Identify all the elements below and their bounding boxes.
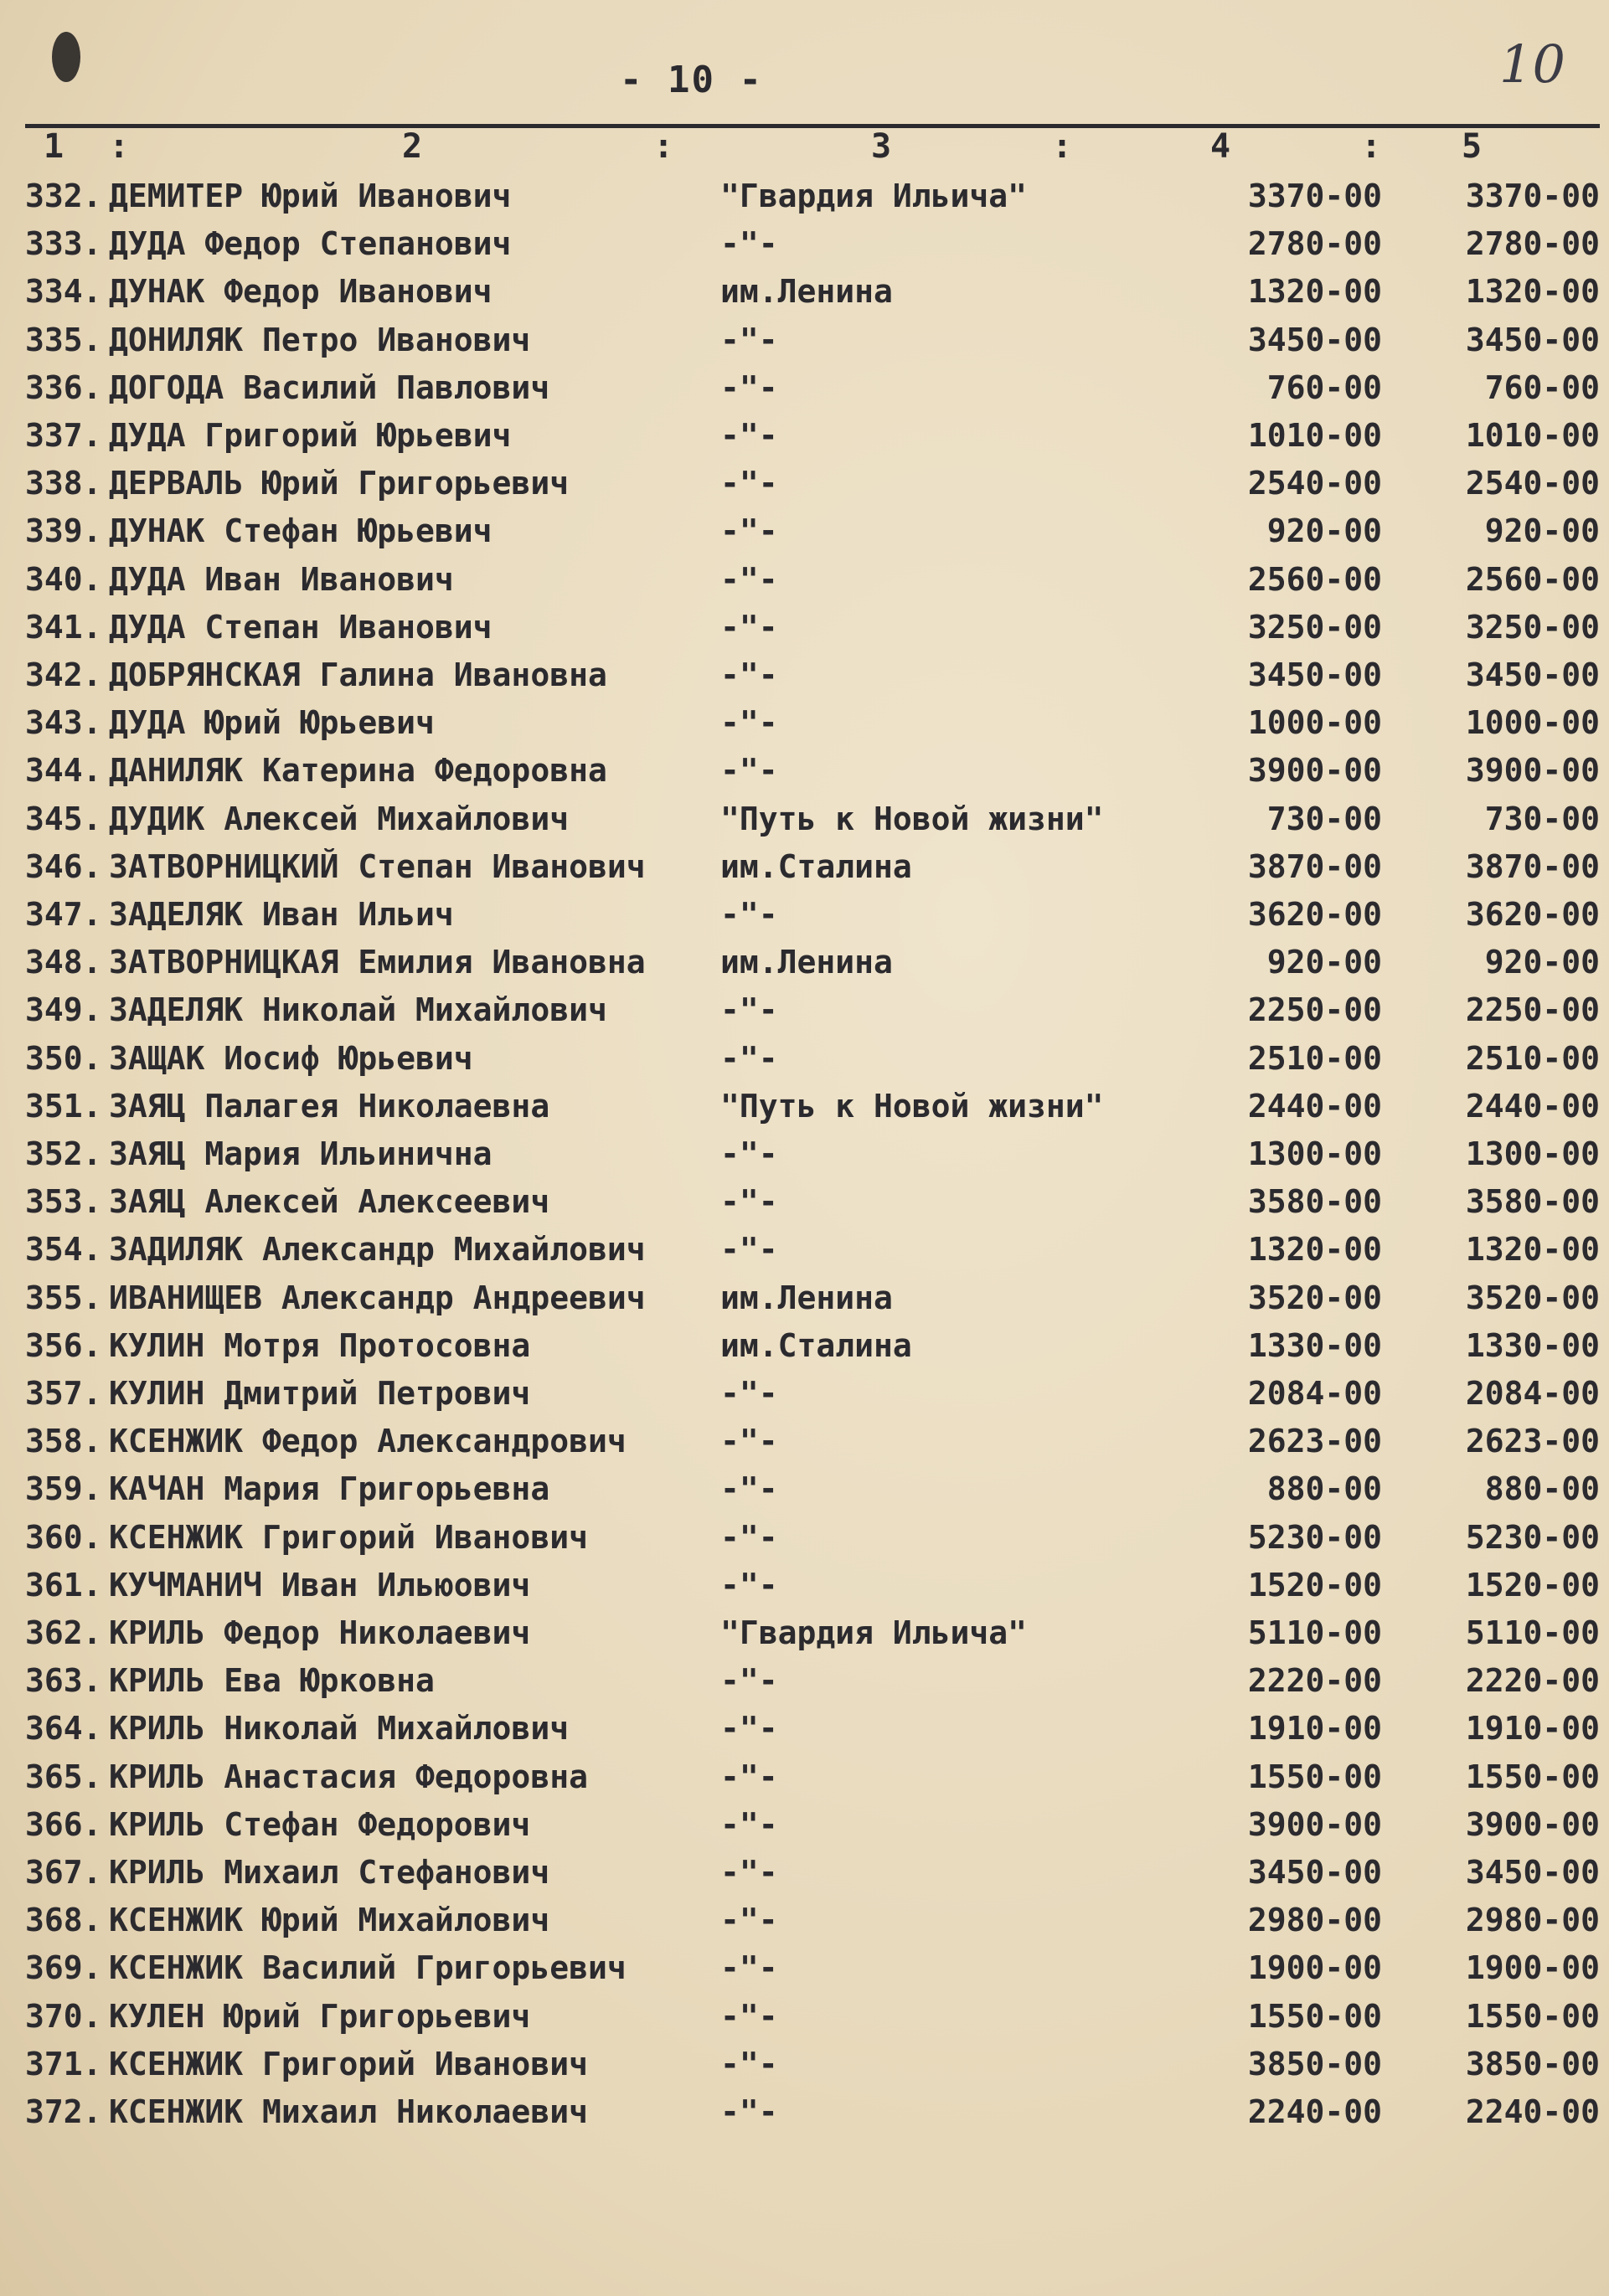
person-name: КСЕНЖИК Федор Александрович <box>109 1423 627 1460</box>
person-name: КРИЛЬ Анастасия Федоровна <box>109 1758 588 1795</box>
table-row <box>25 2045 1600 2093</box>
amount-col5: 3450-00 <box>1465 321 1600 358</box>
entry-number: 353. <box>25 1183 102 1221</box>
amount-col4: 2780-00 <box>1247 225 1382 263</box>
collective-farm: "Гвардия Ильича" <box>720 178 1028 214</box>
amount-col5: 1000-00 <box>1465 704 1600 742</box>
person-name: КУЧМАНИЧ Иван Ильюович <box>109 1566 531 1604</box>
collective-farm: им.Ленина <box>720 1279 893 1316</box>
amount-col4: 5230-00 <box>1247 1518 1382 1556</box>
amount-col5: 3520-00 <box>1465 1279 1600 1316</box>
table-row <box>25 560 1600 608</box>
amount-col5: 880-00 <box>1484 1470 1600 1508</box>
collective-farm: -"- <box>720 1423 778 1460</box>
collective-farm: -"- <box>720 704 778 742</box>
table-row <box>25 1902 1600 1949</box>
person-name: КРИЛЬ Ева Юрковна <box>109 1662 435 1700</box>
person-name: КУЛИН Мотря Протосовна <box>109 1326 531 1364</box>
collective-farm: "Путь к Новой жизни" <box>720 800 1104 837</box>
amount-col5: 1300-00 <box>1465 1135 1600 1172</box>
person-name: КРИЛЬ Стефан Федорович <box>109 1805 531 1843</box>
entry-number: 361. <box>25 1566 102 1604</box>
collective-farm: "Путь к Новой жизни" <box>720 1087 1104 1125</box>
handwritten-page-number: 10 <box>1499 33 1565 95</box>
column-header-4: 4 <box>1210 127 1231 166</box>
entry-number: 349. <box>25 991 102 1029</box>
person-name: ЗАЯЦ Палагея Николаевна <box>109 1087 550 1125</box>
amount-col5: 3450-00 <box>1465 1854 1600 1891</box>
table-row <box>25 1566 1600 1614</box>
collective-farm: -"- <box>720 321 778 358</box>
column-header-2: 2 <box>402 127 423 166</box>
amount-col4: 3870-00 <box>1247 847 1382 885</box>
table-row <box>25 1279 1600 1326</box>
entry-number: 341. <box>25 608 102 646</box>
amount-col4: 1300-00 <box>1247 1135 1382 1172</box>
table-row <box>25 1135 1600 1182</box>
amount-col5: 3870-00 <box>1465 847 1600 885</box>
person-name: ДУДА Федор Степанович <box>109 225 512 263</box>
table-row <box>25 1087 1600 1135</box>
amount-col4: 3850-00 <box>1247 2045 1382 2082</box>
collective-farm: -"- <box>720 1758 778 1795</box>
table-row <box>25 704 1600 751</box>
collective-farm: -"- <box>720 608 778 646</box>
person-name: ЗАДЕЛЯК Иван Ильич <box>109 896 454 933</box>
table-row <box>25 178 1600 224</box>
person-name: ЗАЯЦ Мария Ильинична <box>109 1135 492 1172</box>
entry-number: 354. <box>25 1231 102 1269</box>
entry-number: 339. <box>25 512 102 550</box>
person-name: ЗАТВОРНИЦКАЯ Емилия Ивановна <box>109 944 646 981</box>
amount-col4: 1520-00 <box>1247 1566 1382 1604</box>
person-name: ДАНИЛЯК Катерина Федоровна <box>109 752 607 790</box>
collective-farm: -"- <box>720 225 778 263</box>
entry-number: 357. <box>25 1375 102 1412</box>
table-row <box>25 991 1600 1038</box>
amount-col5: 2623-00 <box>1465 1423 1600 1460</box>
person-name: ЗАДЕЛЯК Николай Михайлович <box>109 991 607 1029</box>
amount-col4: 3620-00 <box>1247 896 1382 933</box>
amount-col4: 1910-00 <box>1247 1710 1382 1748</box>
person-name: КСЕНЖИК Юрий Михайлович <box>109 1902 550 1939</box>
entry-number: 363. <box>25 1662 102 1700</box>
table-row <box>25 1805 1600 1853</box>
table-row <box>25 896 1600 943</box>
person-name: ДУДА Степан Иванович <box>109 608 492 646</box>
table-row <box>25 1470 1600 1517</box>
collective-farm: -"- <box>720 1231 778 1269</box>
entry-number: 370. <box>25 1997 102 2035</box>
amount-col5: 2560-00 <box>1465 560 1600 598</box>
collective-farm: -"- <box>720 1518 778 1556</box>
amount-col4: 2623-00 <box>1247 1423 1382 1460</box>
table-row <box>25 1039 1600 1087</box>
amount-col5: 1910-00 <box>1465 1710 1600 1748</box>
amount-col5: 1550-00 <box>1465 1758 1600 1795</box>
entry-number: 362. <box>25 1614 102 1651</box>
entry-number: 356. <box>25 1326 102 1364</box>
table-row <box>25 1326 1600 1374</box>
person-name: ДОНИЛЯК Петро Иванович <box>109 321 531 358</box>
amount-col4: 3450-00 <box>1247 321 1382 358</box>
amount-col4: 2084-00 <box>1247 1375 1382 1412</box>
entry-number: 369. <box>25 1949 102 1987</box>
person-name: КСЕНЖИК Михаил Николаевич <box>109 2093 588 2130</box>
amount-col4: 3580-00 <box>1247 1183 1382 1221</box>
amount-col4: 5110-00 <box>1247 1614 1382 1651</box>
collective-farm: -"- <box>720 1662 778 1700</box>
entry-number: 367. <box>25 1854 102 1891</box>
amount-col4: 1550-00 <box>1247 1997 1382 2035</box>
table-row <box>25 417 1600 464</box>
collective-farm: -"- <box>720 1183 778 1221</box>
entry-number: 340. <box>25 560 102 598</box>
table-row <box>25 1854 1600 1901</box>
person-name: ДУНАК Федор Иванович <box>109 273 492 311</box>
table-row <box>25 1375 1600 1422</box>
amount-col4: 1000-00 <box>1247 704 1382 742</box>
table-row <box>25 1662 1600 1709</box>
entry-number: 355. <box>25 1279 102 1316</box>
collective-farm: -"- <box>720 896 778 933</box>
person-name: ИВАНИЩЕВ Александр Андреевич <box>109 1279 646 1316</box>
collective-farm: -"- <box>720 1949 778 1987</box>
table-row <box>25 321 1600 368</box>
amount-col5: 2510-00 <box>1465 1039 1600 1077</box>
table-row <box>25 1710 1600 1757</box>
amount-col5: 3370-00 <box>1465 178 1600 214</box>
person-name: ЗАТВОРНИЦКИЙ Степан Иванович <box>109 847 646 885</box>
entry-number: 336. <box>25 368 102 406</box>
amount-col5: 3900-00 <box>1465 1805 1600 1843</box>
page-number: - 10 - <box>620 59 763 101</box>
collective-farm: -"- <box>720 512 778 550</box>
person-name: ДУДИК Алексей Михайлович <box>109 800 570 837</box>
person-name: ДЕМИТЕР Юрий Иванович <box>109 178 512 214</box>
amount-col5: 2540-00 <box>1465 465 1600 502</box>
collective-farm: -"- <box>720 1854 778 1891</box>
table-row <box>25 944 1600 991</box>
amount-col5: 2780-00 <box>1465 225 1600 263</box>
punch-hole <box>52 32 80 82</box>
amount-col5: 2220-00 <box>1465 1662 1600 1700</box>
collective-farm: -"- <box>720 368 778 406</box>
entry-number: 351. <box>25 1087 102 1125</box>
amount-col4: 3450-00 <box>1247 1854 1382 1891</box>
amount-col4: 2220-00 <box>1247 1662 1382 1700</box>
column-header-5: 5 <box>1462 127 1483 166</box>
amount-col4: 3370-00 <box>1247 178 1382 214</box>
amount-col4: 1010-00 <box>1247 417 1382 454</box>
entry-number: 366. <box>25 1805 102 1843</box>
collective-farm: -"- <box>720 656 778 693</box>
entry-number: 337. <box>25 417 102 454</box>
person-name: КСЕНЖИК Григорий Иванович <box>109 1518 588 1556</box>
person-name: КСЕНЖИК Григорий Иванович <box>109 2045 588 2082</box>
amount-col5: 5230-00 <box>1465 1518 1600 1556</box>
table-row <box>25 847 1600 895</box>
entry-number: 334. <box>25 273 102 311</box>
collective-farm: им.Ленина <box>720 944 893 981</box>
entry-number: 359. <box>25 1470 102 1508</box>
entry-number: 338. <box>25 465 102 502</box>
entry-number: 372. <box>25 2093 102 2130</box>
amount-col4: 3250-00 <box>1247 608 1382 646</box>
entry-number: 333. <box>25 225 102 263</box>
amount-col5: 2250-00 <box>1465 991 1600 1029</box>
amount-col5: 730-00 <box>1484 800 1600 837</box>
table-row <box>25 225 1600 272</box>
person-name: КУЛИН Дмитрий Петрович <box>109 1375 531 1412</box>
table-row <box>25 1518 1600 1566</box>
collective-farm: им.Сталина <box>720 847 912 885</box>
entry-number: 347. <box>25 896 102 933</box>
amount-col5: 1900-00 <box>1465 1949 1600 1987</box>
entry-number: 371. <box>25 2045 102 2082</box>
amount-col5: 920-00 <box>1484 512 1600 550</box>
entry-number: 346. <box>25 847 102 885</box>
amount-col5: 2240-00 <box>1465 2093 1600 2130</box>
amount-col5: 760-00 <box>1484 368 1600 406</box>
amount-col5: 2440-00 <box>1465 1087 1600 1125</box>
collective-farm: -"- <box>720 465 778 502</box>
amount-col5: 1320-00 <box>1465 1231 1600 1269</box>
column-separator: : <box>653 127 674 166</box>
person-name: ЗАЯЦ Алексей Алексеевич <box>109 1183 550 1221</box>
amount-col5: 1550-00 <box>1465 1997 1600 2035</box>
collective-farm: -"- <box>720 1470 778 1508</box>
amount-col5: 1330-00 <box>1465 1326 1600 1364</box>
amount-col4: 2560-00 <box>1247 560 1382 598</box>
entry-number: 352. <box>25 1135 102 1172</box>
amount-col5: 2084-00 <box>1465 1375 1600 1412</box>
collective-farm: -"- <box>720 2093 778 2130</box>
amount-col4: 2510-00 <box>1247 1039 1382 1077</box>
amount-col5: 3250-00 <box>1465 608 1600 646</box>
table-row <box>25 1758 1600 1805</box>
entry-number: 368. <box>25 1902 102 1939</box>
amount-col5: 920-00 <box>1484 944 1600 981</box>
collective-farm: -"- <box>720 1375 778 1412</box>
amount-col4: 1330-00 <box>1247 1326 1382 1364</box>
amount-col5: 3620-00 <box>1465 896 1600 933</box>
column-header-1: 1 <box>44 127 64 166</box>
amount-col4: 1320-00 <box>1247 1231 1382 1269</box>
person-name: КРИЛЬ Федор Николаевич <box>109 1614 531 1651</box>
amount-col5: 1010-00 <box>1465 417 1600 454</box>
person-name: ДУНАК Стефан Юрьевич <box>109 512 492 550</box>
column-separator: : <box>109 127 130 166</box>
person-name: ЗАДИЛЯК Александр Михайлович <box>109 1231 646 1269</box>
amount-col4: 1320-00 <box>1247 273 1382 311</box>
collective-farm: -"- <box>720 1566 778 1604</box>
amount-col4: 2240-00 <box>1247 2093 1382 2130</box>
collective-farm: -"- <box>720 1902 778 1939</box>
amount-col4: 3900-00 <box>1247 752 1382 790</box>
table-row <box>25 465 1600 512</box>
table-row <box>25 368 1600 416</box>
amount-col4: 2440-00 <box>1247 1087 1382 1125</box>
table-row <box>25 512 1600 559</box>
amount-col4: 1550-00 <box>1247 1758 1382 1795</box>
amount-col4: 880-00 <box>1266 1470 1382 1508</box>
person-name: ДУДА Юрий Юрьевич <box>109 704 435 742</box>
collective-farm: -"- <box>720 560 778 598</box>
amount-col5: 3900-00 <box>1465 752 1600 790</box>
person-name: КСЕНЖИК Василий Григорьевич <box>109 1949 627 1987</box>
amount-col5: 2980-00 <box>1465 1902 1600 1939</box>
person-name: КРИЛЬ Николай Михайлович <box>109 1710 570 1748</box>
entry-number: 350. <box>25 1039 102 1077</box>
collective-farm: им.Ленина <box>720 273 893 311</box>
amount-col4: 3520-00 <box>1247 1279 1382 1316</box>
person-name: ДУДА Иван Иванович <box>109 560 454 598</box>
table-row <box>25 608 1600 656</box>
table-row <box>25 752 1600 799</box>
person-name: КРИЛЬ Михаил Стефанович <box>109 1854 550 1891</box>
amount-col5: 1520-00 <box>1465 1566 1600 1604</box>
collective-farm: -"- <box>720 752 778 790</box>
table-row <box>25 2093 1600 2140</box>
collective-farm: -"- <box>720 1997 778 2035</box>
collective-farm: "Гвардия Ильича" <box>720 1614 1028 1651</box>
collective-farm: -"- <box>720 1039 778 1077</box>
person-name: ДОБРЯНСКАЯ Галина Ивановна <box>109 656 607 693</box>
table-row <box>25 1231 1600 1278</box>
amount-col4: 920-00 <box>1266 944 1382 981</box>
amount-col4: 920-00 <box>1266 512 1382 550</box>
column-separator: : <box>1361 127 1382 166</box>
entry-number: 358. <box>25 1423 102 1460</box>
table-row <box>25 1183 1600 1230</box>
table-row <box>25 1423 1600 1470</box>
collective-farm: им.Сталина <box>720 1326 912 1364</box>
column-header-3: 3 <box>871 127 892 166</box>
collective-farm: -"- <box>720 991 778 1029</box>
table-row <box>25 273 1600 320</box>
entry-number: 342. <box>25 656 102 693</box>
table-row <box>25 656 1600 703</box>
amount-col4: 2540-00 <box>1247 465 1382 502</box>
amount-col4: 760-00 <box>1266 368 1382 406</box>
collective-farm: -"- <box>720 1710 778 1748</box>
amount-col5: 3450-00 <box>1465 656 1600 693</box>
collective-farm: -"- <box>720 2045 778 2082</box>
entry-number: 348. <box>25 944 102 981</box>
amount-col5: 5110-00 <box>1465 1614 1600 1651</box>
collective-farm: -"- <box>720 1805 778 1843</box>
collective-farm: -"- <box>720 417 778 454</box>
table-row <box>25 1949 1600 1996</box>
amount-col5: 3850-00 <box>1465 2045 1600 2082</box>
table-row <box>25 1614 1600 1661</box>
entry-number: 365. <box>25 1758 102 1795</box>
column-separator: : <box>1052 127 1073 166</box>
amount-col4: 2250-00 <box>1247 991 1382 1029</box>
amount-col4: 3450-00 <box>1247 656 1382 693</box>
amount-col5: 1320-00 <box>1465 273 1600 311</box>
person-name: ДЕРВАЛЬ Юрий Григорьевич <box>109 465 570 502</box>
table-row <box>25 800 1600 847</box>
entry-number: 364. <box>25 1710 102 1748</box>
entry-number: 345. <box>25 800 102 837</box>
table-row <box>25 1997 1600 2045</box>
amount-col4: 730-00 <box>1266 800 1382 837</box>
entry-number: 332. <box>25 178 102 214</box>
entry-number: 335. <box>25 321 102 358</box>
entry-number: 360. <box>25 1518 102 1556</box>
amount-col5: 3580-00 <box>1465 1183 1600 1221</box>
person-name: КАЧАН Мария Григорьевна <box>109 1470 550 1508</box>
person-name: ДУДА Григорий Юрьевич <box>109 417 512 454</box>
amount-col4: 1900-00 <box>1247 1949 1382 1987</box>
amount-col4: 2980-00 <box>1247 1902 1382 1939</box>
person-name: ЗАЩАК Иосиф Юрьевич <box>109 1039 473 1077</box>
collective-farm: -"- <box>720 1135 778 1172</box>
amount-col4: 3900-00 <box>1247 1805 1382 1843</box>
entry-number: 344. <box>25 752 102 790</box>
person-name: ДОГОДА Василий Павлович <box>109 368 550 406</box>
entry-number: 343. <box>25 704 102 742</box>
person-name: КУЛЕН Юрий Григорьевич <box>109 1997 531 2035</box>
